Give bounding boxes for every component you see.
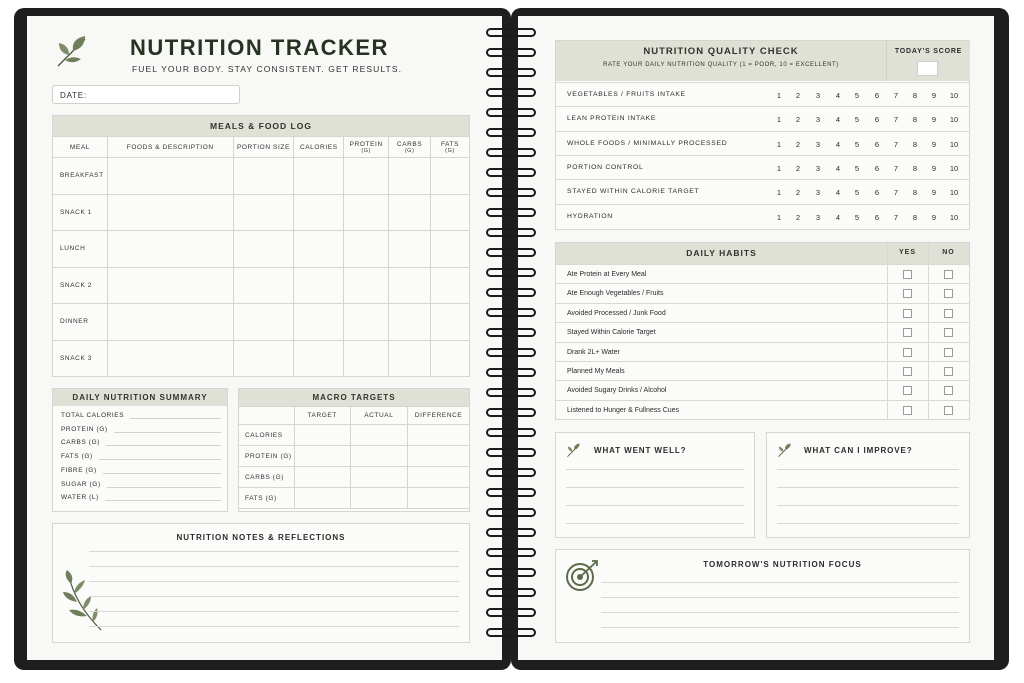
rating-option[interactable]: 5 — [854, 212, 860, 222]
summary-label: WATER (L) — [61, 494, 99, 502]
meal-cell[interactable] — [344, 158, 389, 195]
habit-no-checkbox[interactable] — [944, 367, 953, 376]
quality-row-label: PORTION CONTROL — [567, 163, 644, 171]
notes-line[interactable] — [89, 626, 459, 627]
macro-name: CARBS (G) — [239, 467, 295, 488]
rating-option[interactable]: 8 — [912, 91, 918, 100]
habit-yes-checkbox[interactable] — [903, 406, 912, 415]
writing-line[interactable] — [601, 627, 959, 628]
spiral-ring — [486, 148, 536, 157]
meal-cell[interactable] — [107, 340, 233, 377]
rating-option[interactable]: 10 — [949, 188, 959, 198]
habit-row — [556, 380, 970, 399]
score-field[interactable] — [917, 61, 938, 76]
writing-line[interactable] — [601, 582, 959, 583]
macro-cell[interactable] — [350, 425, 408, 446]
score-panel — [886, 41, 970, 81]
improve-heading: WHAT CAN I IMPROVE? — [804, 446, 913, 455]
macro-cell[interactable] — [350, 488, 408, 509]
rating-option[interactable]: 5 — [854, 188, 860, 198]
habit-label: Avoided Sugary Drinks / Alcohol — [567, 387, 667, 395]
spiral-ring — [486, 128, 536, 137]
tagline: FUEL YOUR BODY. STAY CONSISTENT. GET RESULTS. — [132, 64, 403, 74]
habit-no-checkbox[interactable] — [944, 328, 953, 337]
col-carbs: CARBS (G) — [389, 137, 431, 158]
summary-item — [61, 411, 221, 419]
spiral-ring — [486, 508, 536, 517]
quality-heading: NUTRITION QUALITY CHECK — [643, 46, 799, 57]
habit-yes-checkbox[interactable] — [903, 289, 912, 298]
spiral-ring — [486, 268, 536, 277]
summary-item — [61, 480, 221, 488]
rating-option[interactable]: 7 — [893, 212, 899, 222]
rating-option[interactable]: 2 — [795, 91, 801, 100]
date-field[interactable] — [52, 85, 240, 104]
rating-option[interactable]: 2 — [795, 188, 801, 198]
meal-name: DINNER — [53, 304, 108, 341]
rating-option[interactable]: 9 — [931, 188, 937, 198]
meals-log-table — [52, 136, 470, 377]
rating-option[interactable]: 9 — [931, 212, 937, 222]
rating-option[interactable]: 9 — [931, 91, 937, 100]
meal-cell[interactable] — [107, 267, 233, 304]
quality-row-label: VEGETABLES / FRUITS INTAKE — [567, 91, 686, 98]
no-label: NO — [942, 249, 955, 256]
meal-cell[interactable] — [107, 231, 233, 268]
spiral-ring — [486, 48, 536, 57]
notes-heading: NUTRITION NOTES & REFLECTIONS — [176, 533, 346, 542]
col-calories: CALORIES — [294, 137, 344, 158]
macro-name: PROTEIN (G) — [239, 446, 295, 467]
meal-cell[interactable] — [431, 304, 470, 341]
col-meal: MEAL — [53, 137, 108, 158]
meal-cell[interactable] — [431, 340, 470, 377]
quality-row-label: WHOLE FOODS / MINIMALLY PROCESSED — [567, 139, 728, 147]
rating-option[interactable]: 4 — [835, 163, 841, 173]
macro-cell[interactable] — [294, 488, 350, 509]
spiral-ring — [486, 408, 536, 417]
macro-name: CALORIES — [239, 425, 295, 446]
summary-entry-line[interactable] — [105, 493, 221, 501]
summary-entry-line[interactable] — [130, 411, 221, 419]
macro-col-actual: ACTUAL — [350, 407, 408, 425]
meal-cell[interactable] — [294, 304, 344, 341]
habit-row — [556, 303, 970, 322]
habit-no-checkbox[interactable] — [944, 270, 953, 279]
what-can-i-improve — [766, 432, 970, 538]
meal-cell[interactable] — [233, 231, 294, 268]
meal-cell[interactable] — [294, 194, 344, 231]
macro-cell[interactable] — [408, 425, 470, 446]
meal-name: SNACK 2 — [53, 267, 108, 304]
meal-name: BREAKFAST — [53, 158, 108, 195]
rating-option[interactable]: 8 — [912, 188, 918, 198]
spiral-ring — [486, 308, 536, 317]
leaf-icon — [566, 442, 584, 458]
macro-cell[interactable] — [350, 467, 408, 488]
macro-row — [239, 488, 470, 509]
rating-option[interactable]: 5 — [854, 91, 860, 100]
habit-no-checkbox[interactable] — [944, 309, 953, 318]
tomorrow-heading: TOMORROW'S NUTRITION FOCUS — [703, 560, 862, 569]
spiral-ring — [486, 588, 536, 597]
summary-label: FIBRE (G) — [61, 466, 97, 474]
rating-option[interactable]: 7 — [893, 163, 899, 173]
meal-cell[interactable] — [107, 194, 233, 231]
rating-option[interactable]: 10 — [949, 163, 959, 173]
quality-header — [556, 41, 886, 81]
rating-option[interactable]: 3 — [815, 212, 821, 222]
rating-option[interactable]: 5 — [854, 139, 860, 149]
meal-row — [53, 158, 470, 195]
habit-label: Stayed Within Calorie Target — [567, 329, 656, 337]
rating-option[interactable]: 1 — [776, 91, 782, 100]
rating-option[interactable]: 2 — [795, 212, 801, 222]
col-protein: PROTEIN (G) — [344, 137, 389, 158]
rating-option[interactable]: 6 — [874, 91, 880, 100]
meal-cell[interactable] — [294, 231, 344, 268]
rating-option[interactable]: 10 — [949, 212, 959, 222]
nutrition-quality-check — [555, 40, 970, 230]
daily-habits — [555, 242, 970, 420]
macro-name: FATS (G) — [239, 488, 295, 509]
macro-cell[interactable] — [350, 446, 408, 467]
macro-targets-table — [238, 406, 470, 509]
spiral-ring — [486, 328, 536, 337]
summary-entry-line[interactable] — [103, 466, 221, 474]
meal-cell[interactable] — [431, 231, 470, 268]
meal-cell[interactable] — [344, 340, 389, 377]
summary-label: CARBS (G) — [61, 439, 100, 447]
habit-no-checkbox[interactable] — [944, 289, 953, 298]
rating-option[interactable]: 7 — [893, 115, 899, 125]
writing-line[interactable] — [566, 523, 744, 524]
rating-option[interactable]: 5 — [854, 115, 860, 125]
notes-line[interactable] — [89, 581, 459, 582]
rating-option[interactable]: 3 — [815, 188, 821, 198]
macro-row — [239, 425, 470, 446]
habit-row — [556, 322, 970, 341]
rating-option[interactable]: 1 — [776, 115, 782, 125]
spiral-ring — [486, 28, 536, 37]
rating-option[interactable]: 8 — [912, 139, 918, 149]
macro-cell[interactable] — [294, 446, 350, 467]
macro-col-difference: DIFFERENCE — [408, 407, 470, 425]
col-fats: FATS (G) — [431, 137, 470, 158]
summary-item — [61, 438, 221, 446]
spiral-ring — [486, 348, 536, 357]
macro-col-blank — [239, 407, 295, 425]
notes-line[interactable] — [89, 611, 459, 612]
spiral-ring — [486, 488, 536, 497]
rating-option[interactable]: 7 — [893, 139, 899, 149]
writing-line[interactable] — [601, 612, 959, 613]
meal-cell[interactable] — [107, 158, 233, 195]
macro-cell[interactable] — [294, 425, 350, 446]
meal-row — [53, 340, 470, 377]
notes-line[interactable] — [89, 551, 459, 552]
rating-option[interactable]: 4 — [835, 212, 841, 222]
rating-option[interactable]: 3 — [815, 163, 821, 173]
macro-col-target: TARGET — [294, 407, 350, 425]
rating-option[interactable]: 6 — [874, 139, 880, 149]
habit-yes-checkbox[interactable] — [903, 348, 912, 357]
habit-row — [556, 264, 970, 283]
meal-cell[interactable] — [344, 231, 389, 268]
rating-option[interactable]: 10 — [949, 91, 959, 100]
rating-option[interactable]: 1 — [776, 212, 782, 222]
meals-log-heading: MEALS & FOOD LOG — [53, 116, 469, 136]
rating-option[interactable]: 10 — [949, 139, 959, 149]
quality-row — [556, 82, 970, 106]
rating-option[interactable]: 1 — [776, 139, 782, 149]
habit-yes-checkbox[interactable] — [903, 386, 912, 395]
meal-cell[interactable] — [344, 304, 389, 341]
rating-option[interactable]: 7 — [893, 188, 899, 198]
rating-option[interactable]: 4 — [835, 115, 841, 125]
habit-no-checkbox[interactable] — [944, 386, 953, 395]
rating-option[interactable]: 5 — [854, 163, 860, 173]
meal-cell[interactable] — [431, 267, 470, 304]
nutrition-notes — [52, 523, 470, 643]
rating-option[interactable]: 6 — [874, 163, 880, 173]
rating-option[interactable]: 4 — [835, 188, 841, 198]
rating-option[interactable]: 4 — [835, 139, 841, 149]
rating-option[interactable]: 7 — [893, 91, 899, 100]
rating-option[interactable]: 2 — [795, 115, 801, 125]
habit-label: Listened to Hunger & Fullness Cues — [567, 406, 680, 414]
rating-option[interactable]: 8 — [912, 115, 918, 125]
meal-cell[interactable] — [389, 267, 431, 304]
meal-cell[interactable] — [233, 267, 294, 304]
meal-row — [53, 304, 470, 341]
spiral-ring — [486, 428, 536, 437]
spiral-ring — [486, 608, 536, 617]
macro-heading: MACRO TARGETS — [239, 389, 469, 406]
macro-cell[interactable] — [408, 488, 470, 509]
what-went-well — [555, 432, 755, 538]
meal-cell[interactable] — [233, 194, 294, 231]
quality-row-label: STAYED WITHIN CALORIE TARGET — [567, 188, 700, 196]
summary-entry-line[interactable] — [107, 480, 221, 488]
habit-row — [556, 283, 970, 302]
meal-cell[interactable] — [107, 304, 233, 341]
habit-yes-checkbox[interactable] — [903, 270, 912, 279]
writing-line[interactable] — [566, 469, 744, 470]
spiral-ring — [486, 228, 536, 237]
rating-option[interactable]: 6 — [874, 188, 880, 198]
meal-cell[interactable] — [294, 158, 344, 195]
meal-cell[interactable] — [233, 340, 294, 377]
quality-subheading: RATE YOUR DAILY NUTRITION QUALITY (1 = POOR, 10 = EXCELLENT) — [603, 62, 839, 68]
spiral-ring — [486, 88, 536, 97]
spiral-ring — [486, 248, 536, 257]
macro-row — [239, 446, 470, 467]
col-portion: PORTION SIZE — [233, 137, 294, 158]
writing-line[interactable] — [777, 505, 959, 506]
habit-no-checkbox[interactable] — [944, 406, 953, 415]
summary-entry-line[interactable] — [99, 452, 221, 460]
habit-label: Ate Protein at Every Meal — [567, 271, 647, 278]
habit-label: Planned My Meals — [567, 368, 625, 375]
summary-label: FATS (G) — [61, 453, 93, 461]
macro-targets — [238, 388, 470, 512]
habit-label: Drank 2L+ Water — [567, 348, 620, 356]
meal-cell[interactable] — [344, 267, 389, 304]
spiral-ring — [486, 108, 536, 117]
meals-food-log — [52, 115, 470, 377]
rating-option[interactable]: 3 — [815, 115, 821, 125]
meal-row — [53, 194, 470, 231]
meal-cell[interactable] — [389, 304, 431, 341]
yes-label: YES — [898, 249, 916, 256]
meal-cell[interactable] — [389, 231, 431, 268]
habit-row — [556, 400, 970, 419]
daily-nutrition-summary — [52, 388, 228, 512]
habit-no-checkbox[interactable] — [944, 348, 953, 357]
rating-option[interactable]: 6 — [874, 212, 880, 222]
spiral-ring — [486, 188, 536, 197]
spiral-ring — [486, 68, 536, 77]
habit-yes-checkbox[interactable] — [903, 328, 912, 337]
writing-line[interactable] — [566, 505, 744, 506]
meal-cell[interactable] — [294, 267, 344, 304]
summary-item — [61, 425, 221, 433]
rating-option[interactable]: 1 — [776, 188, 782, 198]
quality-row-label: HYDRATION — [567, 212, 613, 220]
meal-cell[interactable] — [389, 194, 431, 231]
spiral-ring — [486, 468, 536, 477]
spiral-ring — [486, 168, 536, 177]
rating-option[interactable]: 8 — [912, 163, 918, 173]
writing-line[interactable] — [777, 487, 959, 488]
summary-heading: DAILY NUTRITION SUMMARY — [53, 389, 227, 406]
macro-cell[interactable] — [408, 446, 470, 467]
target-icon — [565, 559, 599, 593]
meal-name: SNACK 3 — [53, 340, 108, 377]
habit-label: Ate Enough Vegetables / Fruits — [567, 290, 664, 298]
meal-name: SNACK 1 — [53, 194, 108, 231]
quality-row — [556, 131, 970, 155]
tomorrows-nutrition-focus — [555, 549, 970, 643]
spiral-binding — [484, 28, 540, 648]
habit-yes-checkbox[interactable] — [903, 309, 912, 318]
leaf-icon — [55, 33, 95, 69]
page-title: NUTRITION TRACKER — [130, 35, 389, 60]
spiral-ring — [486, 208, 536, 217]
summary-label: PROTEIN (G) — [61, 425, 108, 433]
macro-cell[interactable] — [408, 467, 470, 488]
rating-option[interactable]: 3 — [815, 91, 821, 100]
meal-cell[interactable] — [233, 304, 294, 341]
rating-option[interactable]: 8 — [912, 212, 918, 222]
spiral-ring — [486, 548, 536, 557]
meal-cell[interactable] — [389, 158, 431, 195]
spiral-ring — [486, 628, 536, 637]
meal-row — [53, 267, 470, 304]
writing-line[interactable] — [601, 597, 959, 598]
rating-option[interactable]: 9 — [931, 115, 937, 125]
leaf-icon — [777, 442, 795, 458]
rating-option[interactable]: 6 — [874, 115, 880, 125]
meal-cell[interactable] — [233, 158, 294, 195]
rating-option[interactable]: 9 — [931, 163, 937, 173]
spiral-ring — [486, 568, 536, 577]
summary-label: SUGAR (G) — [61, 480, 101, 488]
habit-row — [556, 342, 970, 361]
quality-row-label: LEAN PROTEIN INTAKE — [567, 115, 657, 123]
rating-option[interactable]: 2 — [795, 163, 801, 173]
notes-line[interactable] — [89, 596, 459, 597]
meal-row — [53, 231, 470, 268]
rating-option[interactable]: 10 — [949, 115, 959, 125]
summary-entry-line[interactable] — [114, 425, 221, 433]
meal-cell[interactable] — [294, 340, 344, 377]
meal-cell[interactable] — [389, 340, 431, 377]
meal-cell[interactable] — [431, 194, 470, 231]
macro-row — [239, 467, 470, 488]
rating-option[interactable]: 1 — [776, 163, 782, 173]
summary-entry-line[interactable] — [106, 438, 221, 446]
meal-name: LUNCH — [53, 231, 108, 268]
rating-option[interactable]: 9 — [931, 139, 937, 149]
habit-row — [556, 361, 970, 380]
date-label: DATE: — [60, 91, 87, 100]
quality-row — [556, 204, 970, 228]
rating-option[interactable]: 3 — [815, 139, 821, 149]
habit-label: Avoided Processed / Junk Food — [567, 309, 666, 317]
summary-label: TOTAL CALORIES — [61, 412, 125, 419]
habits-heading: DAILY HABITS — [686, 248, 757, 258]
spiral-ring — [486, 388, 536, 397]
spiral-ring — [486, 368, 536, 377]
meal-cell[interactable] — [431, 158, 470, 195]
habit-yes-checkbox[interactable] — [903, 367, 912, 376]
quality-row — [556, 106, 970, 130]
rating-option[interactable]: 2 — [795, 139, 801, 149]
quality-row — [556, 179, 970, 203]
meal-cell[interactable] — [344, 194, 389, 231]
summary-item — [61, 452, 221, 460]
writing-line[interactable] — [566, 487, 744, 488]
score-label: TODAY'S SCORE — [894, 48, 963, 55]
notes-line[interactable] — [89, 566, 459, 567]
summary-item — [61, 466, 221, 474]
quality-row — [556, 155, 970, 179]
summary-item — [61, 493, 221, 501]
spiral-ring — [486, 288, 536, 297]
branch-icon — [61, 570, 105, 634]
writing-line[interactable] — [777, 469, 959, 470]
spiral-ring — [486, 448, 536, 457]
macro-cell[interactable] — [294, 467, 350, 488]
spiral-ring — [486, 528, 536, 537]
writing-line[interactable] — [777, 523, 959, 524]
rating-option[interactable]: 4 — [835, 91, 841, 100]
habits-header — [556, 243, 969, 264]
col-foods: FOODS & DESCRIPTION — [107, 137, 233, 158]
went-well-heading: WHAT WENT WELL? — [594, 446, 687, 455]
